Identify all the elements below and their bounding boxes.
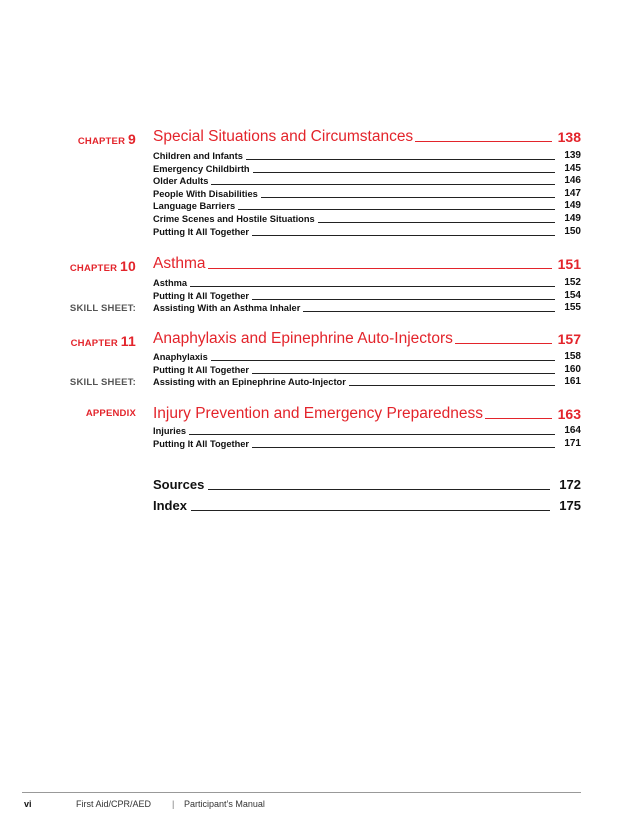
leader-line [238,209,555,210]
chapter-label-text: CHAPTER [70,338,118,349]
toc-entry-title: Anaphylaxis [153,352,208,362]
footer-manual: Participant’s Manual [184,799,265,809]
toc-entry[interactable] [153,376,581,388]
footer-page-number: vi [24,799,32,809]
toc-entry-page: 171 [564,437,581,449]
backmatter-entry[interactable] [153,477,581,493]
chapter-page: 163 [557,406,581,422]
leader-line [246,159,555,160]
chapter-label [0,408,136,419]
leader-line [190,286,555,287]
backmatter-page: 172 [559,477,581,492]
toc-entry[interactable] [153,226,581,238]
backmatter-title: Index [153,498,187,513]
toc-entry[interactable] [153,438,581,450]
toc-entry-title: Putting It All Together [153,226,250,237]
toc-entry-title: Putting It All Together [153,290,250,301]
toc-entry-title: Language Barriers [153,201,236,212]
chapter-number: 10 [120,258,136,274]
toc-entry[interactable] [153,364,581,376]
toc-entry-title: Emergency Childbirth [153,163,250,174]
toc-entry[interactable] [153,188,581,200]
toc-entry-title: Putting It All Together [153,364,250,375]
toc-entry-title: Assisting With an Asthma Inhaler [153,303,301,314]
toc-entry[interactable] [153,302,581,314]
chapter-label [0,131,136,147]
backmatter-entry[interactable] [153,498,581,514]
toc-entry-title: Older Adults [153,176,209,187]
toc-entry[interactable] [153,200,581,212]
leader-line [455,343,552,344]
chapter-title: Injury Prevention and Emergency Preparedness [153,405,483,422]
chapter-label-text: APPENDIX [85,408,136,419]
toc-entry-page: 150 [564,225,581,237]
toc-entry-title: People With Disabilities [153,188,258,199]
leader-line [252,373,555,374]
skill-sheet-label: SKILL SHEET: [69,303,136,315]
leader-line [261,197,555,198]
toc-entry-title: Children and Infants [153,151,243,161]
footer-separator: | [172,799,175,809]
skill-sheet-label: SKILL SHEET: [69,377,136,389]
chapter-title: Anaphylaxis and Epinephrine Auto-Injectors [153,330,453,347]
leader-line [253,172,555,173]
leader-line [415,141,551,142]
toc-entry-title: Crime Scenes and Hostile Situations [153,214,315,224]
toc-entry-title: Assisting with an Epinephrine Auto-Injector [153,377,346,388]
toc-entry[interactable] [153,175,581,187]
leader-line [485,418,552,419]
toc-entry[interactable] [153,213,581,225]
leader-line [349,385,555,386]
toc-entry-page: 154 [564,289,581,301]
toc-entry-page: 152 [564,277,581,288]
chapter-title: Asthma [153,255,206,272]
toc-entry-title: Putting It All Together [153,438,250,449]
leader-line [191,510,550,511]
chapter-page: 138 [557,129,581,145]
toc-entry-page: 147 [564,187,581,199]
toc-entry[interactable] [153,150,581,162]
toc-entry-page: 146 [564,175,581,187]
toc-entry[interactable] [153,290,581,302]
chapter-page: 151 [557,256,581,272]
toc-entry-title: Asthma [153,278,188,288]
toc-entry-title: Injuries [153,426,187,436]
toc-entry-page: 149 [564,213,581,224]
leader-line [211,184,555,185]
toc-entry[interactable] [153,163,581,175]
chapter-number: 11 [120,333,136,349]
backmatter-title: Sources [153,477,205,492]
chapter-label [0,258,136,274]
footer-rule [22,792,581,793]
chapter-page: 157 [557,331,581,347]
chapter-heading[interactable] [153,128,581,146]
chapter-label-text: CHAPTER [77,136,126,147]
leader-line [208,268,552,269]
chapter-label [0,333,136,349]
chapter-heading[interactable] [153,255,581,273]
toc-entry[interactable] [153,351,581,363]
footer-book-title: First Aid/CPR/AED [76,799,152,809]
leader-line [189,434,555,435]
toc-entry-page: 145 [564,162,581,174]
toc-entry-page: 164 [564,425,581,436]
leader-line [208,489,550,490]
toc-entry-page: 158 [564,351,581,362]
leader-line [303,311,555,312]
toc-entry-page: 160 [564,363,581,375]
toc-entry[interactable] [153,425,581,437]
chapter-heading[interactable] [153,405,581,423]
leader-line [252,299,555,300]
leader-line [211,360,555,361]
backmatter-page: 175 [559,498,581,513]
chapter-heading[interactable] [153,330,581,348]
chapter-title: Special Situations and Circumstances [153,128,414,145]
chapter-number: 9 [128,131,136,147]
leader-line [252,447,555,448]
toc-entry-page: 149 [564,200,581,212]
toc-entry-page: 161 [564,376,581,388]
toc-entry-page: 139 [564,150,581,161]
leader-line [252,235,555,236]
leader-line [318,222,555,223]
chapter-label-text: CHAPTER [69,263,118,274]
toc-entry-page: 155 [564,302,581,314]
toc-entry[interactable] [153,277,581,289]
